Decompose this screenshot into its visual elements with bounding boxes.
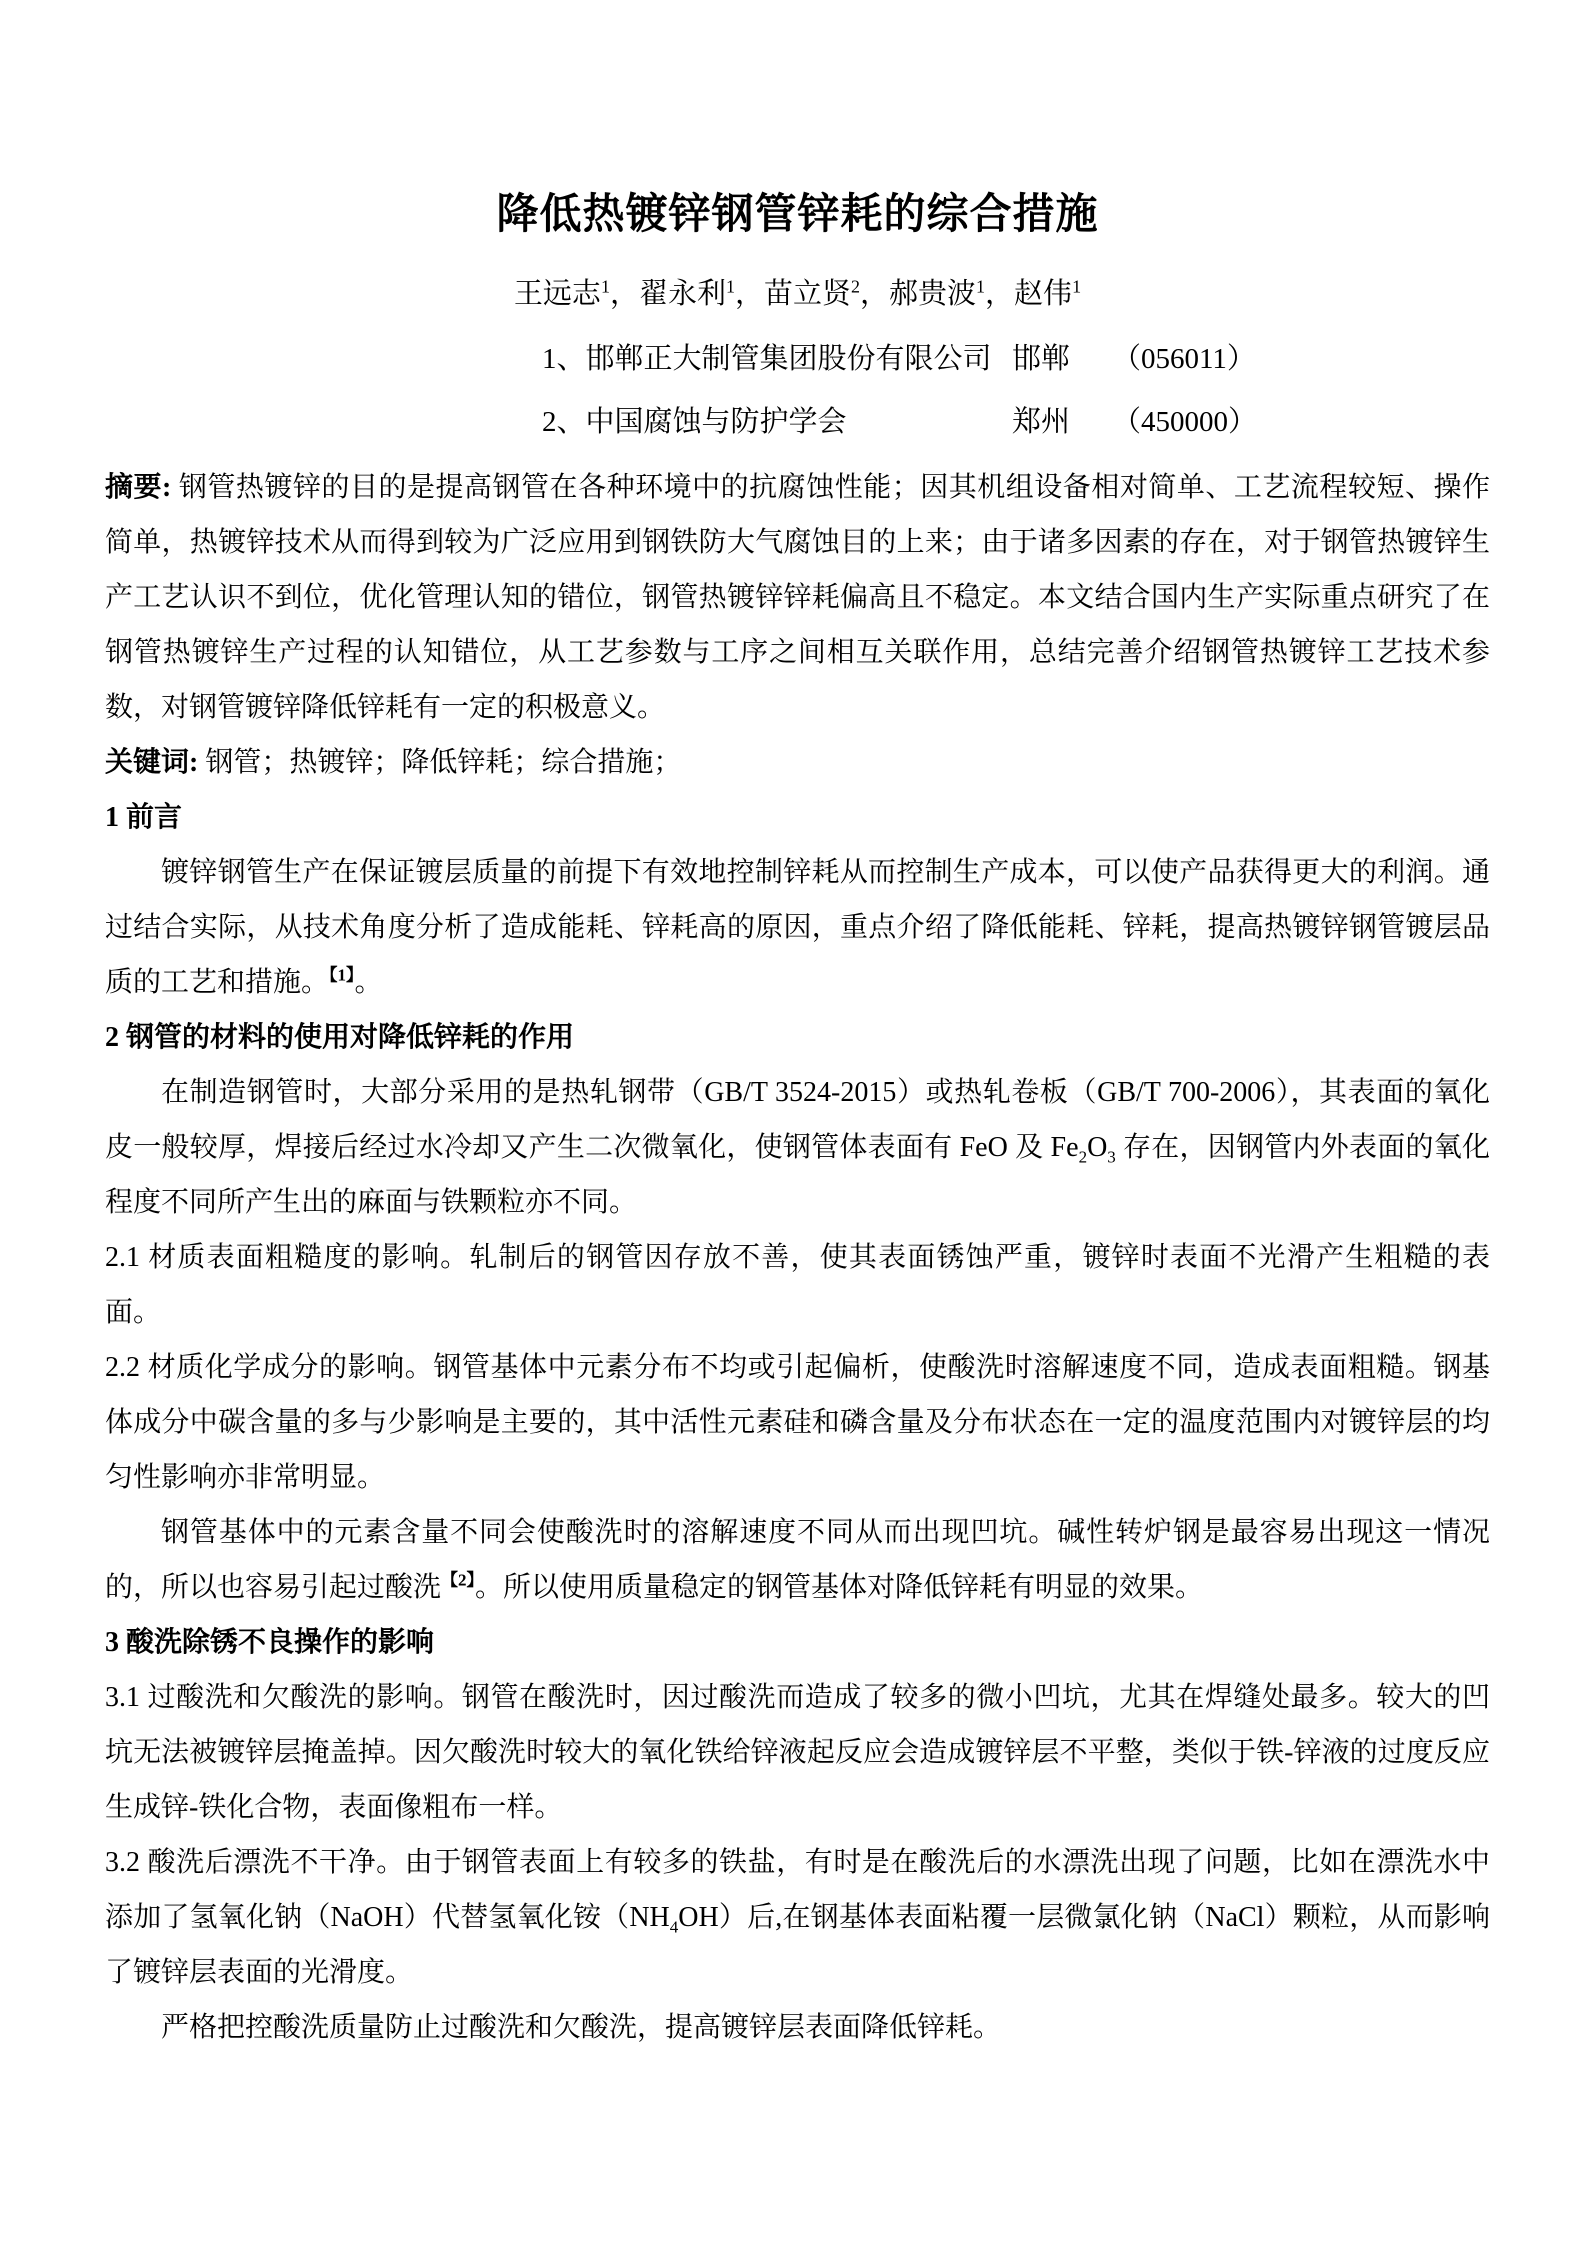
- keywords: [105, 735, 1490, 790]
- abstract-text: 钢管热镀锌的目的是提高钢管在各种环境中的抗腐蚀性能；因其机组设备相对简单、工艺流程较短、操作简单，热镀锌技术从而得到较为广泛应用到钢铁防大气腐蚀目的上来；由于诸多因素的存在，对于钢管热镀锌生产工艺认识不到位，优化管理认知的错位，钢管热镀锌锌耗偏高且不稳定。本文结合国内生产实际重点研究了在钢管热镀锌生产过程的认知错位，从工艺参数与工序之间相互关联作用，总结完善介绍钢管热镀锌工艺技术参数，对钢管镀锌降低锌耗有一定的积极意义。: [105, 472, 1490, 723]
- affiliation-postcode: （056011）: [1112, 343, 1256, 375]
- author: 苗立贤$^2$，: [763, 276, 890, 310]
- author-affiliation-superscript: 1: [976, 276, 986, 297]
- paragraph-conclusion: 严格把控酸洗质量防止过酸洗和欠酸洗，提高镀锌层表面降低锌耗。: [161, 2012, 1002, 2043]
- affiliation-city: 郑州: [1012, 406, 1071, 438]
- affiliation-1: [542, 328, 1490, 391]
- paragraph-3-1: 3.1 过酸洗和欠酸洗的影响。钢管在酸洗时，因过酸洗而造成了较多的微小凹坑，尤其在焊缝处最多。较大的凹坑无法被镀锌层掩盖掉。因欠酸洗时较大的氧化铁给锌液起反应会造成镀锌层不平整，类似于铁-锌液的过度反应生成锌-铁化合物，表面像粗布一样。: [105, 1682, 1490, 1823]
- paragraph-2-2: 2.2 材质化学成分的影响。钢管基体中元素分布不均或引起偏析，使酸洗时溶解速度不同，造成表面粗糙。钢基体成分中碳含量的多与少影响是主要的，其中活性元素硅和磷含量及分布状态在一定的温度范围内对镀锌层的均匀性影响亦非常明显。: [105, 1352, 1490, 1493]
- chemical-subscript: 2: [1078, 1147, 1088, 1167]
- paragraph-3-2: 3.2 酸洗后漂洗不干净。由于钢管表面上有较多的铁盐，有时是在酸洗后的水漂洗出现了问题，比如在漂洗水中添加了氢氧化钠（NaOH）代替氢氧化铵$(NH_4OH)$后,在钢基体表面粘覆一层微氯化钠（NaCl）颗粒，从而影响了镀锌层表面的光滑度。: [105, 1847, 1490, 1988]
- reference-2: 【2】: [441, 1570, 476, 1590]
- author: 赵伟$^1$: [1014, 276, 1082, 310]
- chemical-subscript: 4: [669, 1917, 679, 1937]
- paragraph-intro: 镀锌钢管生产在保证镀层质量的前提下有效地控制锌耗从而控制生产成本，可以使产品获得更大的利润。通过结合实际，从技术角度分析了造成能耗、锌耗高的原因，重点介绍了降低能耗、锌耗，提高热镀锌钢管镀层品质的工艺和措施。$^{【1】}$。: [105, 857, 1490, 998]
- author-line: [105, 276, 1490, 312]
- paper-title: 降低热镀锌钢管锌耗的综合措施: [496, 192, 1099, 238]
- reference-1: 【1】: [329, 965, 355, 985]
- affiliation-city: 邯郸: [1012, 343, 1071, 375]
- author-affiliation-superscript: 1: [725, 276, 735, 297]
- author: 王远志$^1$，: [513, 276, 639, 310]
- author: 翟永利$^1$，: [638, 276, 764, 310]
- paragraph-pickling-pits: 钢管基体中的元素含量不同会使酸洗时的溶解速度不同从而出现凹坑。碱性转炉钢是最容易出现这一情况的，所以也容易引起过酸洗$^{【2】}$。所以使用质量稳定的钢管基体对降低锌耗有明显的效果。: [105, 1517, 1490, 1603]
- affiliation-org: 2、中国腐蚀与防护学会: [542, 406, 847, 438]
- abstract-label: 摘要:: [105, 472, 172, 503]
- chemical-subscript: 3: [1107, 1147, 1116, 1167]
- section-heading-3: 3 酸洗除锈不良操作的影响: [105, 1627, 435, 1658]
- author-affiliation-superscript: 1: [1072, 276, 1082, 297]
- affiliations: [105, 328, 1490, 454]
- abstract: [105, 460, 1490, 735]
- affiliation-org: 1、邯郸正大制管集团股份有限公司: [542, 343, 992, 375]
- body-text: [105, 460, 1490, 2055]
- author: 郝贵波$^1$，: [889, 276, 1015, 310]
- affiliation-postcode: （450000）: [1112, 406, 1258, 438]
- section-heading-1: 1 前言: [105, 802, 183, 833]
- paragraph-materials: 在制造钢管时，大部分采用的是热轧钢带（GB/T 3524-2015）或热轧卷板（GB/T 700-2006），其表面的氧化皮一般较厚，焊接后经过水冷却又产生二次微氧化，使钢管体表面有 FeO 及 $Fe_2O_3$ 存在，因钢管内外表面的氧化程度不同所产生出的麻面与铁颗粒亦不同。: [105, 1077, 1490, 1218]
- author-affiliation-superscript: 2: [851, 276, 860, 297]
- keywords-label: 关键词:: [105, 747, 199, 778]
- paragraph-2-1: 2.1 材质表面粗糙度的影响。轧制后的钢管因存放不善，使其表面锈蚀严重，镀锌时表面不光滑产生粗糙的表面。: [105, 1242, 1490, 1328]
- keywords-text: 钢管；热镀锌；降低锌耗；综合措施；: [205, 747, 682, 778]
- affiliation-2: [542, 391, 1490, 454]
- section-heading-2: 2 钢管的材料的使用对降低锌耗的作用: [105, 1022, 575, 1053]
- author-affiliation-superscript: 1: [600, 276, 610, 297]
